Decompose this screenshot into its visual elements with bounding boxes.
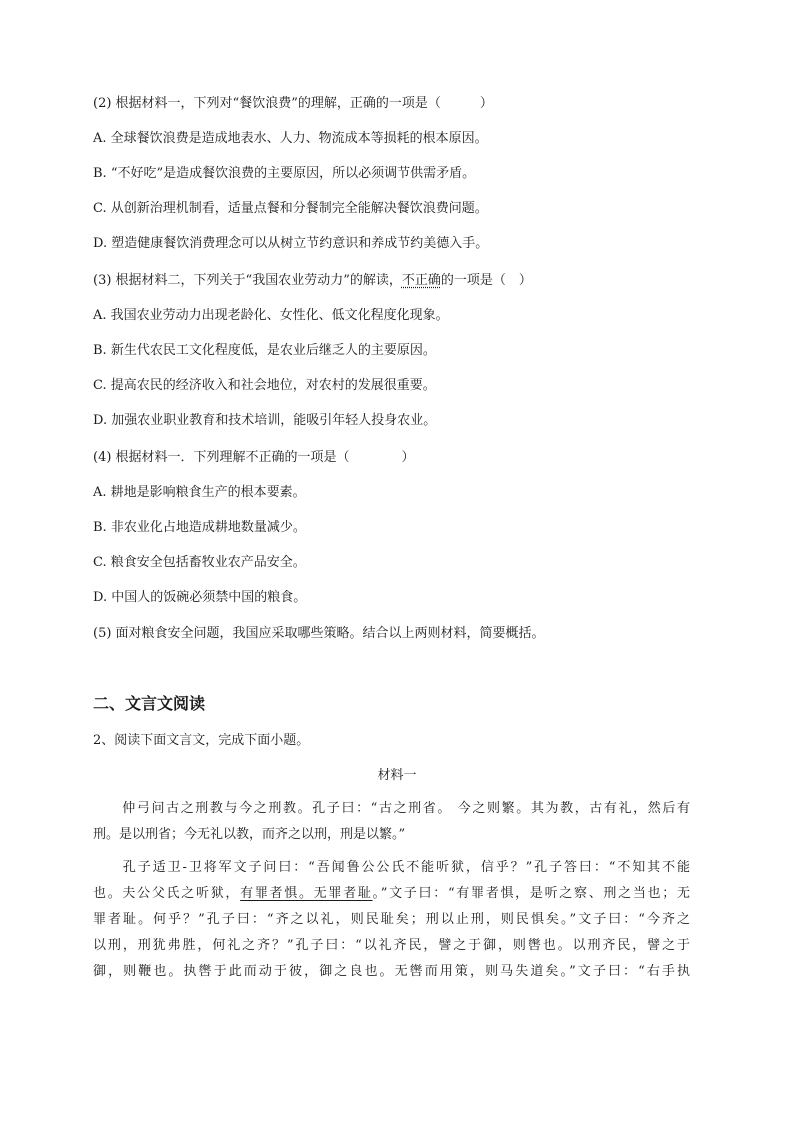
passage-1-line: 刑。是以刑省；今无礼以教，而齐之以刑，刑是以繁。” [93, 827, 406, 842]
q3-stem-before: (3) 根据材料二，下列关于“我国农业劳动力”的解读， [93, 273, 402, 288]
q3-stem-emphasis: 不正确 [401, 273, 441, 288]
question-5-stem: (5) 面对粮食安全问题，我国应采取哪些策略。结合以上两则材料，简要概括。 [93, 626, 545, 641]
q4-option-c: C. 粮食安全包括畜牧业农产品安全。 [93, 555, 306, 570]
section-instruction: 2、阅读下面文言文，完成下面小题。 [93, 733, 310, 748]
passage-2-line: 以刑，刑犹弗胜，何礼之齐？”孔子曰：“以礼齐民，譬之于御，则辔也。以刑齐民，譬之于 [93, 938, 690, 953]
q3-option-a: A. 我国农业劳动力出现老龄化、女性化、低文化程度化现象。 [93, 308, 449, 323]
passage-2-text: 也。夫公父氏之听狱， [93, 886, 241, 901]
question-2-stem: (2) 根据材料一，下列对“餐饮浪费”的理解，正确的一项是（ ） [93, 96, 493, 111]
q4-option-b: B. 非农业化占地造成耕地数量减少。 [93, 520, 306, 535]
passage-2-line: 御，则鞭也。执辔于此而动于彼，御之良也。无辔而用策，则马失道矣。”文子曰：“右手执 [93, 964, 690, 979]
q3-stem-after: 的一项是（ ） [440, 273, 532, 288]
section-heading: 二、文言文阅读 [93, 694, 206, 713]
q3-option-d: D. 加强农业职业教育和技术培训，能吸引年轻人投身农业。 [93, 413, 437, 428]
q4-option-d: D. 中国人的饭碗必须禁中国的粮食。 [93, 590, 307, 605]
q2-option-b: B. “不好吃”是造成餐饮浪费的主要原因，所以必须调节供需矛盾。 [93, 166, 476, 181]
q3-option-b: B. 新生代农民工文化程度低，是农业后继乏人的主要原因。 [93, 343, 436, 358]
question-3-stem [93, 272, 532, 290]
q2-option-a: A. 全球餐饮浪费是造成地表水、人力、物流成本等损耗的根本原因。 [93, 131, 488, 146]
passage-2-line: 罪者耻。何乎？”孔子曰：“齐之以礼，则民耻矣；刑以止刑，则民惧矣。”文子曰：“今齐之 [93, 912, 690, 927]
passage-2-line [93, 885, 690, 903]
passage-2-text: 。”文子曰：“有罪者惧，是听之察、刑之当也；无 [372, 886, 690, 901]
passage-2-line: 孔子适卫-卫将军文子问曰：“吾闻鲁公公氏不能听狱，信乎？”孔子答曰：“不知其不能 [93, 860, 690, 875]
q2-option-c: C. 从创新治理机制看，适量点餐和分餐制完全能解决餐饮浪费问题。 [93, 201, 488, 216]
passage-1-line: 仲弓问古之刑教与今之刑教。孔子曰：“古之刑省。 今之则繁。其为教，古有礼，然后有 [93, 801, 690, 816]
question-4-stem: (4) 根据材料一．下列理解不正确的一项是（ ） [93, 450, 415, 465]
material-title: 材料一 [377, 768, 417, 783]
q3-option-c: C. 提高农民的经济收入和社会地位，对农村的发展很重要。 [93, 378, 436, 393]
q4-option-a: A. 耕地是影响粮食生产的根本要素。 [93, 485, 306, 500]
q2-option-d: D. 塑造健康餐饮消费理念可以从树立节约意识和养成节约美德入手。 [93, 236, 489, 251]
underlined-phrase: 有罪者惧。无罪者耻 [240, 886, 373, 901]
